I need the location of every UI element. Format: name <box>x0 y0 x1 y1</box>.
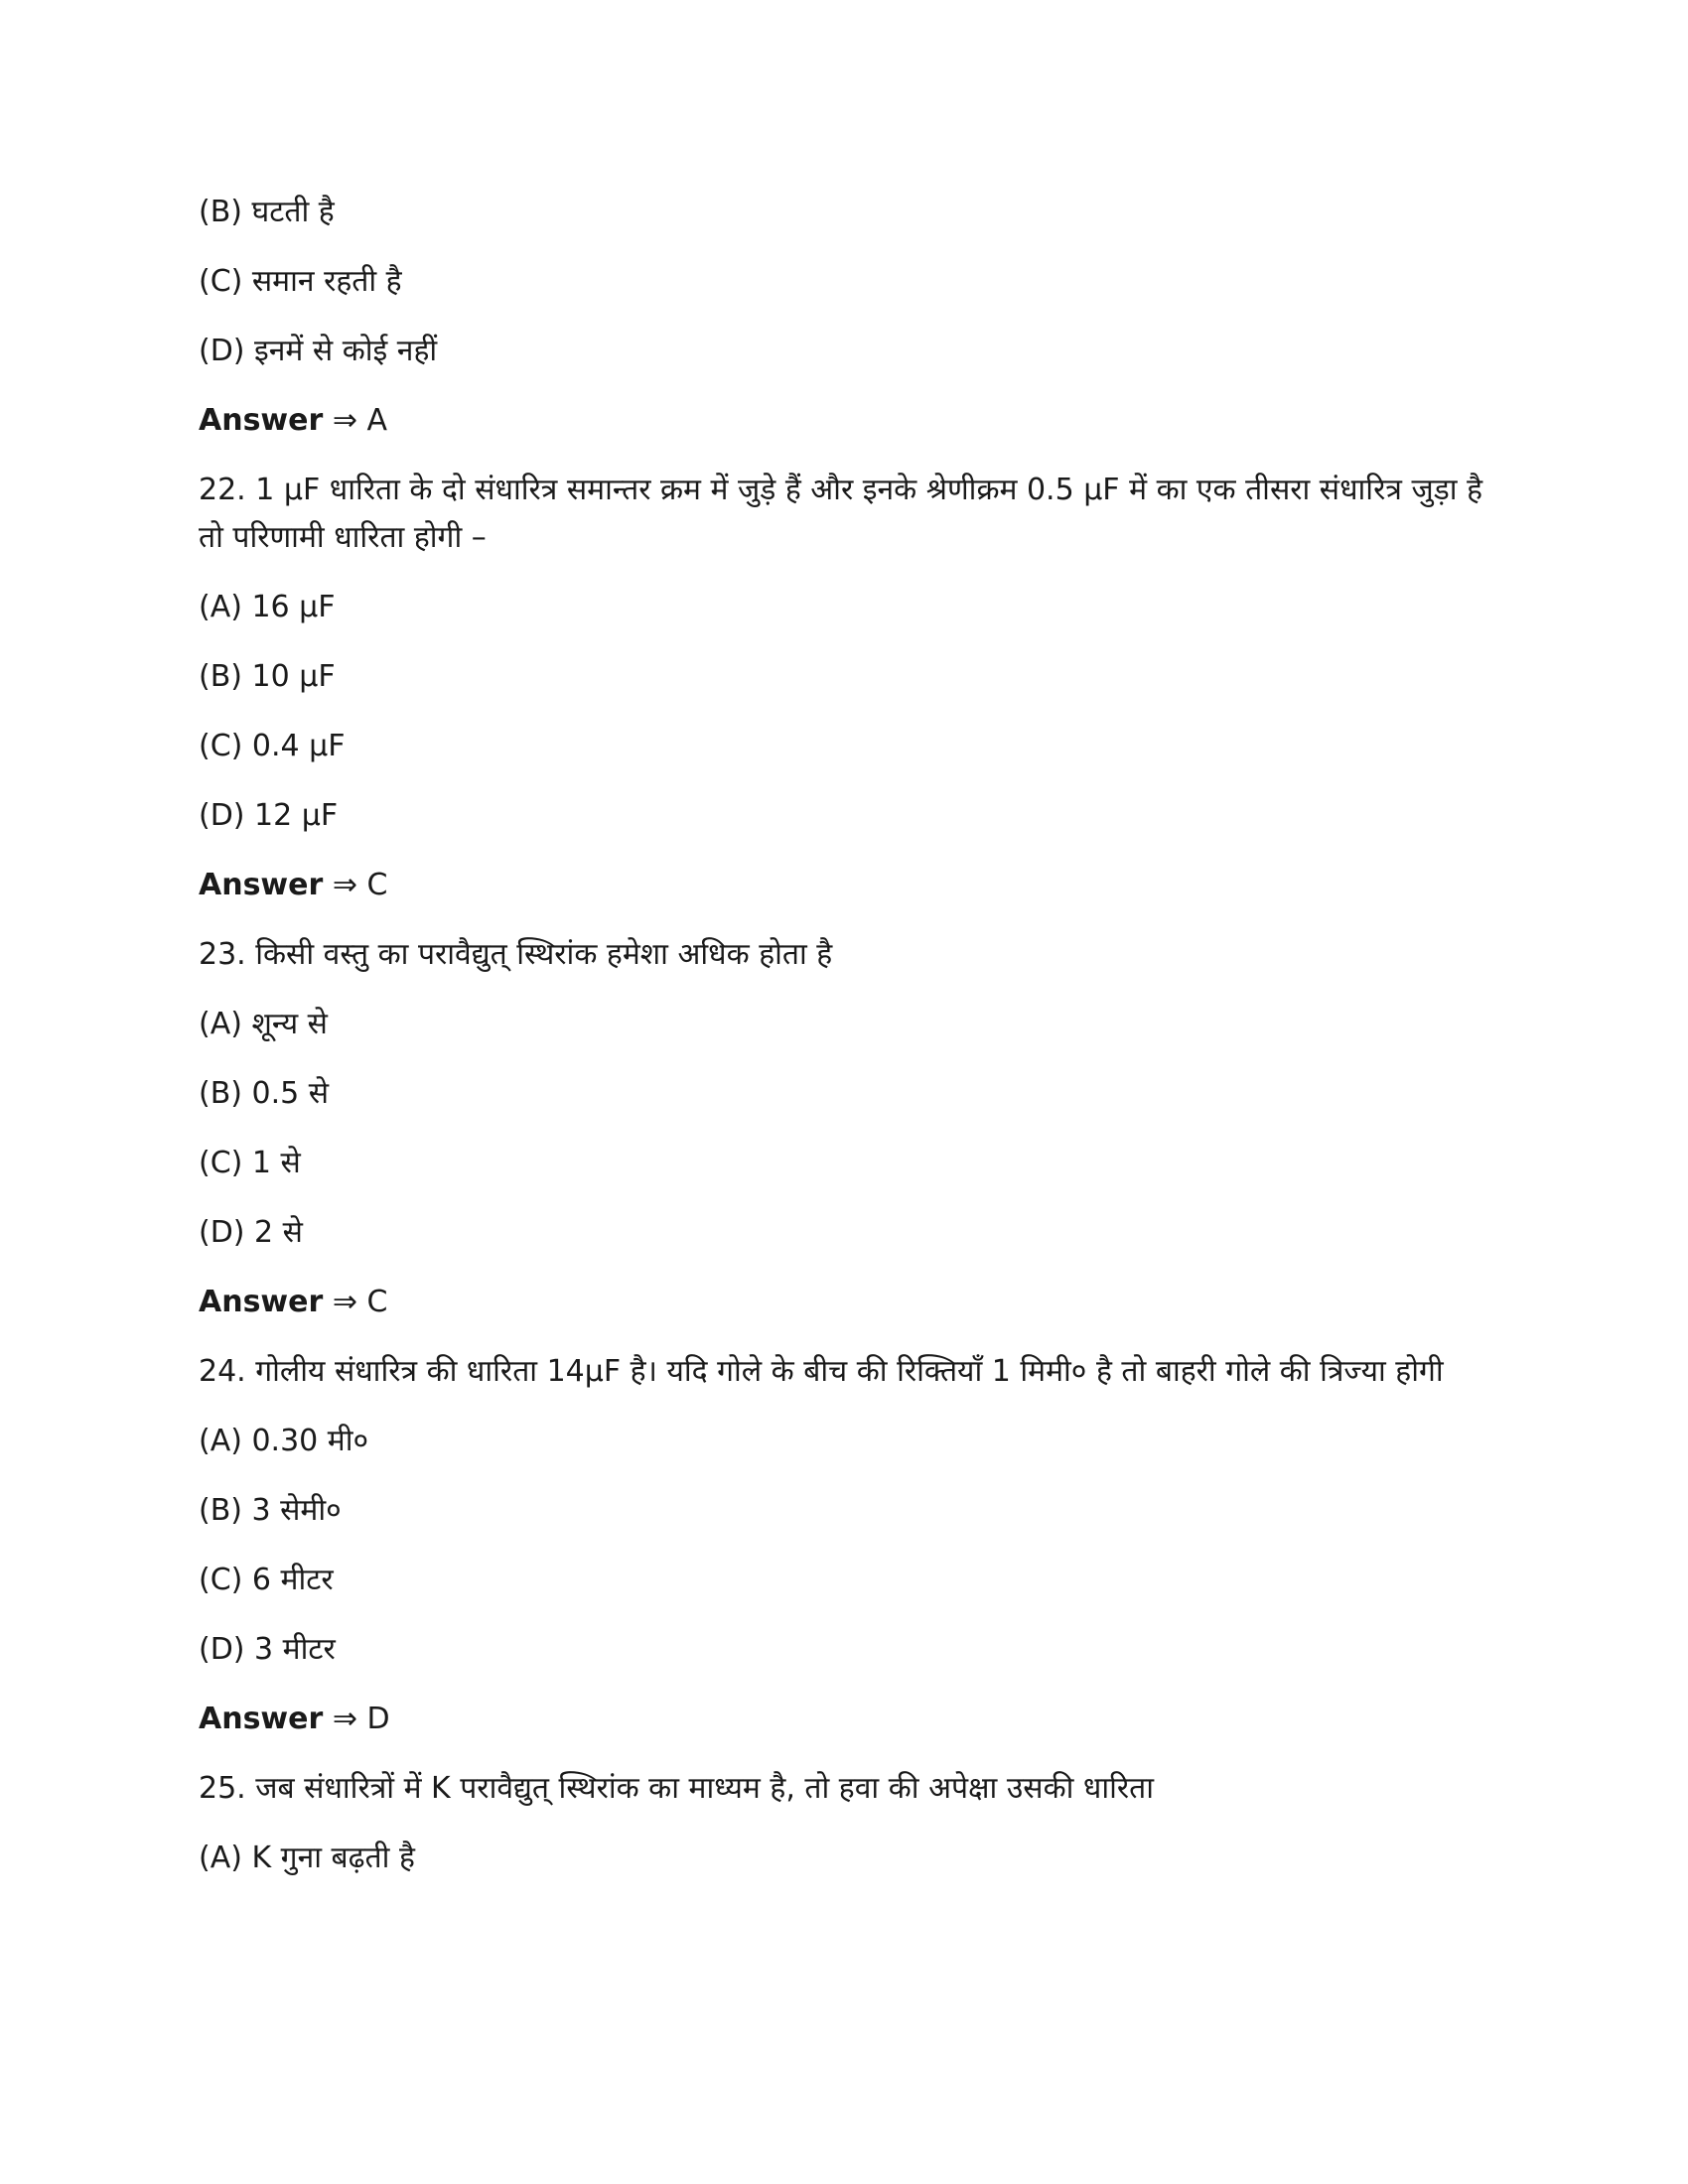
answer-q24 <box>199 1696 1489 1743</box>
answer-q23 <box>199 1279 1489 1326</box>
answer-value: ⇒ C <box>323 1285 388 1319</box>
question-25: 25. जब संधारित्रों में K परावैद्युत् स्थिरांक का माध्यम है, तो हवा की अपेक्षा उसकी धारिता <box>199 1771 1155 1806</box>
option-d-q21: (D) इनमें से कोई नहीं <box>199 334 438 368</box>
question-22: 22. 1 μF धारिता के दो संधारित्र समान्तर क्रम में जुड़े हैं और इनके श्रेणीक्रम 0.5 μF में का एक तीसरा संधारित्र जुड़ा है तो परिणामी धारिता होगी – <box>199 473 1482 555</box>
option-a-q23: (A) शून्य से <box>199 1007 328 1041</box>
option-b-q22: (B) 10 μF <box>199 659 336 694</box>
answer-label: Answer <box>199 1702 324 1736</box>
option-b-q21: (B) घटती है <box>199 195 335 229</box>
option-b-q24: (B) 3 सेमी० <box>199 1493 342 1528</box>
option-c-q21: (C) समान रहती है <box>199 264 402 299</box>
option-b-q23: (B) 0.5 से <box>199 1076 330 1111</box>
answer-label: Answer <box>199 1285 324 1319</box>
answer-label: Answer <box>199 868 324 902</box>
option-c-q23: (C) 1 से <box>199 1146 301 1180</box>
answer-value: ⇒ A <box>323 403 388 438</box>
answer-q22 <box>199 862 1489 909</box>
option-a-q25: (A) K गुना बढ़ती है <box>199 1841 415 1875</box>
option-a-q22: (A) 16 μF <box>199 590 336 624</box>
document-page <box>199 189 1489 1904</box>
answer-value: ⇒ D <box>323 1702 390 1736</box>
question-23: 23. किसी वस्तु का परावैद्युत् स्थिरांक हमेशा अधिक होता है <box>199 937 833 972</box>
answer-label: Answer <box>199 403 324 438</box>
question-24: 24. गोलीय संधारित्र की धारिता 14μF है। यदि गोले के बीच की रिक्तियाँ 1 मिमी० है तो बाहरी गोले की त्रिज्या होगी <box>199 1354 1444 1389</box>
option-c-q24: (C) 6 मीटर <box>199 1563 334 1597</box>
option-d-q22: (D) 12 μF <box>199 798 339 833</box>
option-a-q24: (A) 0.30 मी० <box>199 1424 369 1458</box>
option-d-q23: (D) 2 से <box>199 1215 303 1250</box>
option-d-q24: (D) 3 मीटर <box>199 1632 336 1667</box>
option-c-q22: (C) 0.4 μF <box>199 729 346 763</box>
answer-q21 <box>199 397 1489 445</box>
answer-value: ⇒ C <box>323 868 388 902</box>
